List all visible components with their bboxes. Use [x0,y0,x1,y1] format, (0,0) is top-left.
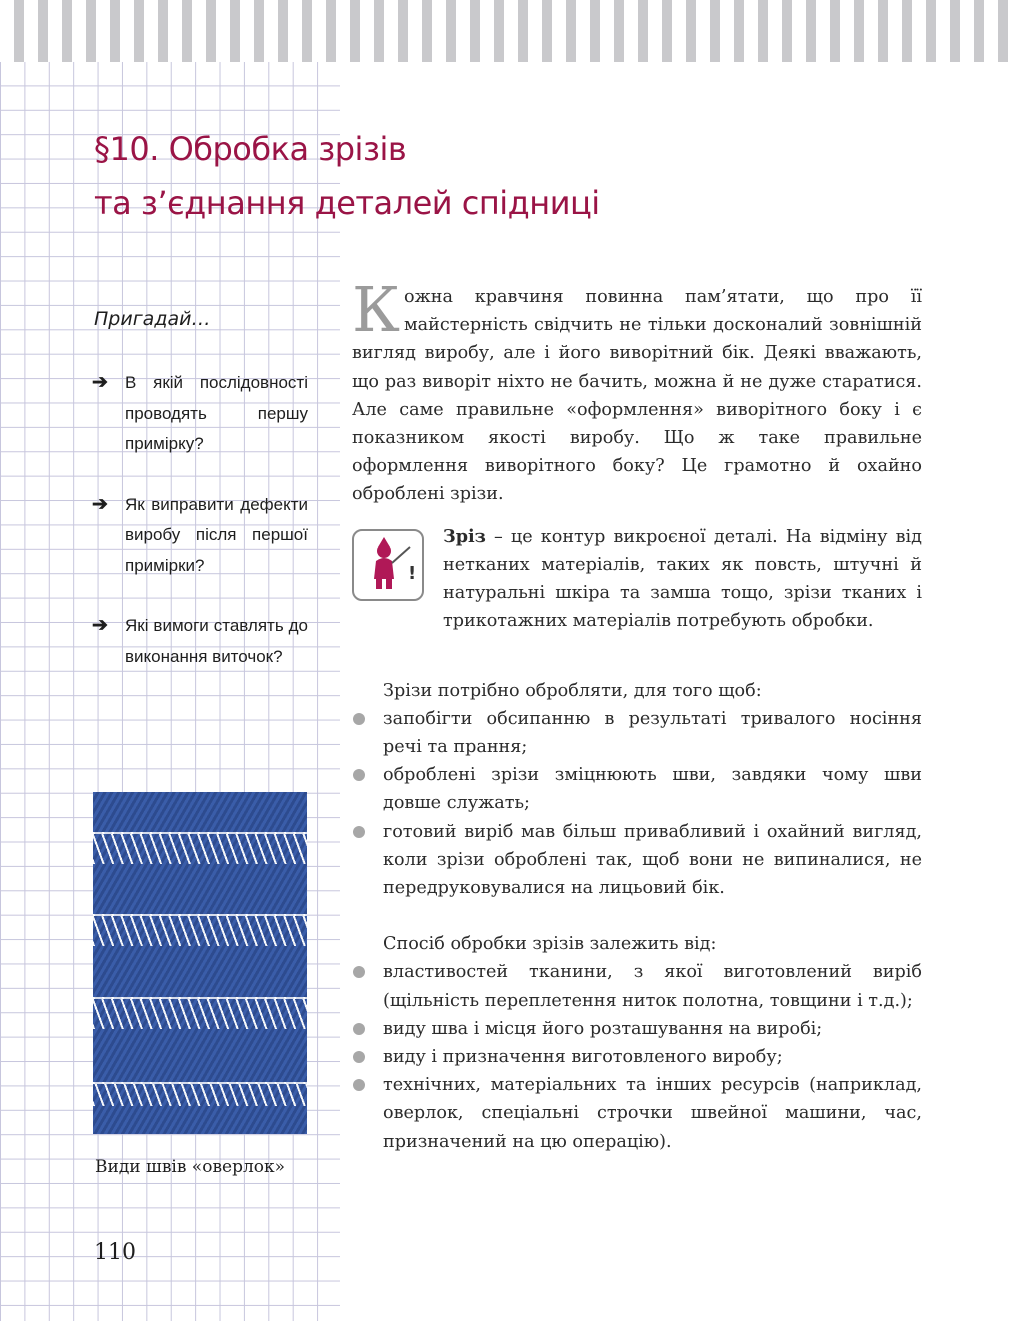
list-item-text: готовий виріб мав більш привабливий і охайний вигляд, коли зрізи оброблені так, щоб вони не випиналися, не передруковувалися на лицьовий бік. [383,821,922,899]
list-item-text: оброблені зрізи зміцнюють шви, завдяки чому шви довше служать; [383,765,922,814]
list-item [352,761,922,817]
question-text: В якій послідовності проводять першу примірку? [125,373,308,453]
photo-caption: Види швів «оверлок» [95,1157,286,1177]
question-text: Як виправити дефекти виробу після першої примірки? [125,494,308,575]
definition-term: Зріз [443,525,486,547]
list-item [352,818,922,903]
definition-block [352,523,922,663]
purpose-intro: Зрізи потрібно обробляти, для того щоб: [383,680,762,701]
intro-paragraph [352,273,922,509]
list-item [352,705,922,761]
purpose-list [352,705,922,902]
bullet-dot-icon [353,966,365,978]
main-text [352,273,922,1156]
definition-paragraph [443,523,922,636]
overlock-seam [93,997,307,1029]
overlock-seam [93,1082,307,1106]
list-item [352,1071,922,1156]
list-item [352,958,922,1014]
intro-text: ожна кравчиня повинна пам’ятати, що про її майстерність свідчить не тільки досконалий зовнішній вигляд виробу, але і його виворітний бік. Деякі вважають, що раз виворіт ніхто не бачить, можна й не дуже старатися. Але саме правильне «оформлення» виворітного боку і є показником якості виробу. Що ж таке правильне оформлення виворітного боку? Це грамотно й охайно оброблені зрізи. [352,287,922,505]
list-item-text: властивостей тканини, з якої виготовлений виріб (щільність переплетення ниток полотна, товщини і т.д.); [383,962,922,1011]
title-line-2: та з’єднання деталей спідниці [94,184,600,222]
arrow-right-icon: ➔ [92,493,108,515]
overlock-seam [93,914,307,946]
bullet-dot-icon [353,1051,365,1063]
list-item [352,1043,922,1071]
question-item [92,611,308,672]
drop-cap: К [352,273,400,346]
overlock-seam [93,832,307,864]
bullet-dot-icon [353,769,365,781]
bullet-dot-icon [353,1079,365,1091]
method-intro: Спосіб обробки зрізів залежить від: [383,934,717,955]
bullet-dot-icon [353,826,365,838]
page-number: 110 [94,1240,136,1265]
question-text: Які вимоги ставлять до виконання виточок? [125,616,308,666]
list-item [352,1015,922,1043]
spacer [352,902,922,930]
title-line-1: §10. Обробка зрізів [94,130,407,168]
list-item-text: запобігти обсипанню в результаті тривалого носіння речі та прання; [383,708,922,758]
bullet-dot-icon [353,1023,365,1035]
bullet-dot-icon [353,713,365,725]
overlock-seams-photo [93,792,307,1134]
list-item-text: виду шва і місця його розташування на виробі; [383,1018,823,1039]
method-list [352,958,922,1155]
page-title [94,122,974,230]
question-list [92,368,308,702]
svg-text:!: ! [408,562,417,584]
gnome-pointer-icon [352,529,424,601]
definition-text: – це контур викроєної деталі. На відміну від нетканих матеріалів, таких як повсть, штучні й натуральні шкіра та замша тощо, зрізи тканих і трикотажних матеріалів потребують обробки. [443,526,922,632]
list-item-text: технічних, матеріальних та інших ресурсів (наприклад, оверлок, спеціальні строчки швейної машини, час, призначений на цю операцію). [383,1075,922,1152]
list-item-text: виду і призначення виготовленого виробу; [383,1047,783,1068]
arrow-right-icon: ➔ [92,372,108,393]
question-item [92,368,308,460]
notebook-binding [0,0,1014,62]
remember-heading: Пригадай… [94,308,211,330]
arrow-right-icon: ➔ [92,615,108,636]
question-item [92,490,308,582]
